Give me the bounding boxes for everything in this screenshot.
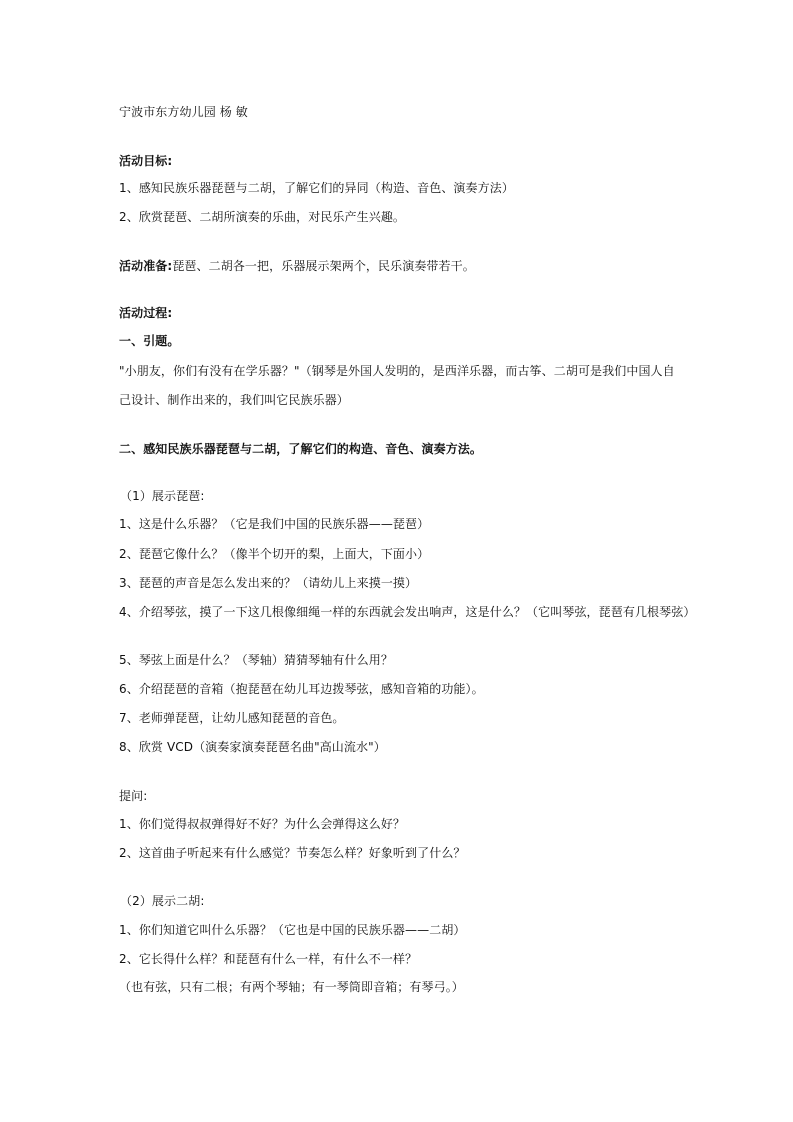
goals-heading: 活动目标: bbox=[119, 154, 173, 168]
pipa-item-8: 8、欣赏 VCD（演奏家演奏琵琶名曲"高山流水"） bbox=[119, 740, 386, 754]
erhu-item-3: （也有弦，只有二根；有两个琴轴；有一琴筒即音箱；有琴弓。） bbox=[119, 980, 464, 994]
preparation-label: 活动准备: bbox=[119, 259, 173, 273]
question-heading: 提问: bbox=[119, 789, 148, 803]
author-line: 宁波市东方幼儿园 杨 敏 bbox=[119, 105, 248, 119]
preparation-text: 琵琶、二胡各一把，乐器展示架两个，民乐演奏带若干。 bbox=[172, 259, 475, 273]
erhu-item-1: 1、你们知道它叫什么乐器？（它也是中国的民族乐器——二胡） bbox=[119, 923, 466, 937]
question-1: 1、你们觉得叔叔弹得好不好？为什么会弹得这么好？ bbox=[119, 817, 406, 831]
pipa-item-4: 4、介绍琴弦，摸了一下这几根像细绳一样的东西就会发出响声，这是什么？（它叫琴弦，琵琶有几根琴弦） bbox=[119, 605, 696, 619]
pipa-heading: （1）展示琵琶: bbox=[120, 489, 205, 503]
pipa-item-7: 7、老师弹琵琶，让幼儿感知琵琶的音色。 bbox=[119, 711, 345, 725]
pipa-item-2: 2、琵琶它像什么？（像半个切开的梨，上面大，下面小） bbox=[119, 547, 430, 561]
section1-line-2: 己设计、制作出来的，我们叫它民族乐器） bbox=[119, 393, 349, 407]
erhu-heading: （2）展示二胡: bbox=[120, 894, 205, 908]
process-heading: 活动过程: bbox=[119, 306, 173, 320]
erhu-item-2: 2、它长得什么样？和琵琶有什么一样，有什么不一样？ bbox=[119, 952, 418, 966]
goal-item-1: 1、感知民族乐器琵琶与二胡，了解它们的异同（构造、音色、演奏方法） bbox=[119, 181, 514, 195]
section1-title: 一、引题。 bbox=[119, 334, 180, 348]
question-2: 2、这首曲子听起来有什么感觉？节奏怎么样？好象听到了什么？ bbox=[119, 846, 466, 860]
pipa-item-6: 6、介绍琵琶的音箱（抱琵琶在幼儿耳边拨琴弦，感知音箱的功能）。 bbox=[119, 682, 484, 696]
goal-item-2: 2、欣赏琵琶、二胡所演奏的乐曲，对民乐产生兴趣。 bbox=[119, 210, 406, 224]
pipa-item-5: 5、琴弦上面是什么？（琴轴）猜猜琴轴有什么用？ bbox=[119, 653, 393, 667]
pipa-item-3: 3、琵琶的声音是怎么发出来的？（请幼儿上来摸一摸） bbox=[119, 576, 418, 590]
section1-line-1: "小朋友，你们有没有在学乐器？"（钢琴是外国人发明的，是西洋乐器，而古筝、二胡可是我们中国人自 bbox=[119, 364, 675, 378]
preparation-line bbox=[119, 258, 475, 274]
section2-title: 二、感知民族乐器琵琶与二胡，了解它们的构造、音色、演奏方法。 bbox=[119, 442, 483, 456]
pipa-item-1: 1、这是什么乐器？（它是我们中国的民族乐器——琵琶） bbox=[119, 517, 430, 531]
